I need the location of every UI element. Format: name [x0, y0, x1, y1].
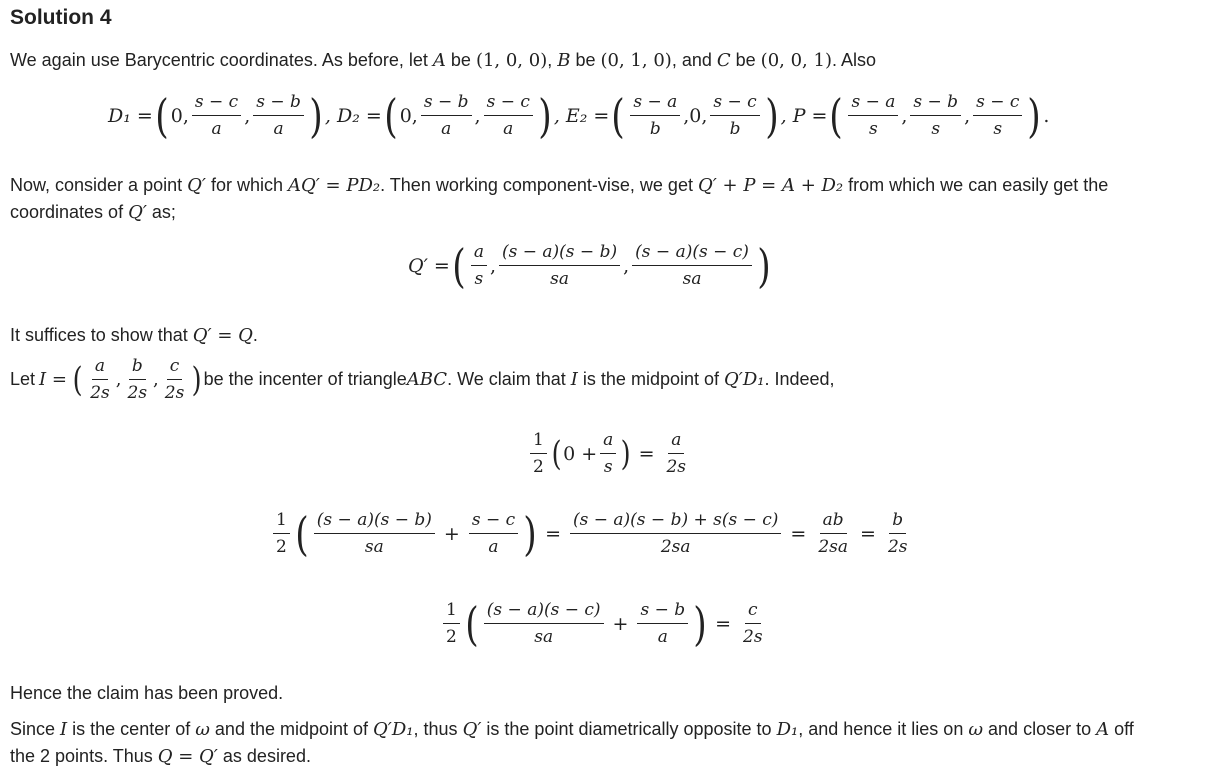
denominator: s — [869, 119, 878, 139]
open-paren: ( — [72, 359, 83, 400]
equals: = — [860, 522, 876, 545]
para-text: . — [252, 325, 258, 345]
d2-label: , D₂ = — [324, 104, 382, 127]
omega: ω — [968, 719, 984, 740]
zero: ,0, — [683, 104, 708, 127]
intro-paragraph — [10, 47, 876, 74]
point-a: A — [1096, 719, 1110, 740]
numerator: 1 — [530, 430, 547, 454]
denominator: a — [503, 119, 514, 139]
third-coordinate-equation — [440, 596, 769, 651]
incenter-i: I — [570, 369, 578, 390]
denominator: a — [441, 119, 452, 139]
fraction — [710, 92, 759, 139]
equals: = — [545, 522, 561, 545]
denominator: a — [273, 119, 284, 139]
para-text: Let — [10, 369, 36, 389]
numerator: a — [668, 430, 684, 454]
close-paren: ) — [191, 359, 202, 400]
intro-text: , — [547, 50, 558, 70]
fraction — [815, 510, 851, 557]
comma: , — [964, 104, 971, 127]
fraction — [484, 600, 604, 647]
denominator: 2s — [666, 457, 687, 477]
zero-plus: 0 + — [563, 442, 598, 465]
suffices-paragraph — [10, 322, 258, 349]
numerator: b — [889, 510, 906, 534]
intro-text: be — [570, 50, 601, 70]
fraction — [125, 356, 151, 403]
open-paren: ( — [829, 88, 844, 143]
q-prime-lhs: Q′ = — [408, 254, 450, 277]
para-text: . We claim that — [447, 369, 571, 389]
c-coordinates: (0, 0, 1) — [760, 50, 832, 71]
second-coordinate-equation — [270, 506, 914, 561]
denominator: 2s — [127, 383, 148, 403]
fraction — [570, 510, 781, 557]
incenter-lhs: I = — [39, 369, 67, 390]
comma: , — [623, 254, 630, 277]
para-text: the 2 points. Thus — [10, 746, 158, 766]
denominator: 2s — [743, 627, 763, 647]
numerator: (s − a)(s − b) — [499, 242, 620, 266]
fraction — [600, 430, 616, 477]
comma: , — [244, 104, 251, 127]
numerator: a — [600, 430, 616, 454]
numerator: s − c — [973, 92, 1022, 116]
close-paren: ) — [1027, 88, 1042, 143]
fraction — [471, 242, 487, 289]
para-text: from which we can easily get the — [843, 175, 1109, 195]
numerator: s − b — [910, 92, 961, 116]
open-paren: ( — [465, 596, 479, 651]
fraction — [973, 92, 1022, 139]
numerator: 1 — [273, 510, 290, 534]
point-b: B — [557, 50, 571, 71]
numerator: b — [129, 356, 146, 380]
numerator: s − b — [637, 600, 688, 624]
open-paren: ( — [452, 238, 466, 293]
numerator: 1 — [443, 600, 460, 624]
intro-text: be — [730, 50, 761, 70]
denominator: a — [657, 627, 668, 647]
omega: ω — [195, 719, 210, 740]
para-text: . Then working component-vise, we get — [380, 175, 698, 195]
intro-text: We again use Barycentric coordinates. As before, let — [10, 50, 433, 70]
denominator: 2s — [90, 383, 110, 403]
para-text: and the midpoint of — [209, 719, 374, 739]
aq-equation: AQ′ = PD₂ — [287, 175, 381, 196]
fraction — [469, 510, 518, 557]
para-text: is the point diametrically opposite to — [481, 719, 777, 739]
para-text: It suffices to show that — [10, 325, 193, 345]
denominator: b — [729, 119, 741, 139]
plus: + — [612, 612, 629, 635]
comma: , — [489, 254, 496, 277]
zero: 0, — [399, 104, 418, 127]
close-paren: ) — [757, 238, 771, 293]
fraction — [253, 92, 304, 139]
numerator: s − c — [484, 92, 533, 116]
first-coordinate-equation — [527, 430, 692, 477]
para-text: is the midpoint of — [577, 369, 724, 389]
denominator: 2sa — [818, 537, 849, 557]
fraction — [192, 92, 241, 139]
equals: = — [638, 442, 655, 465]
numerator: (s − a)(s − c) — [632, 242, 752, 266]
open-paren: ( — [295, 506, 309, 561]
denominator: 2 — [276, 537, 287, 557]
q-prime: Q′ — [128, 202, 147, 223]
numerator: s − c — [710, 92, 759, 116]
numerator: s − b — [421, 92, 472, 116]
denominator: 2 — [446, 627, 457, 647]
incenter-paragraph — [10, 356, 835, 403]
q-prime: Q′ — [462, 719, 482, 740]
close-paren: ) — [538, 88, 552, 143]
plus: + — [443, 522, 460, 545]
numerator: (s − a)(s − c) — [484, 600, 604, 624]
period: . — [1043, 104, 1050, 127]
denominator: sa — [534, 627, 554, 647]
para-text: off — [1109, 719, 1134, 739]
fraction — [910, 92, 961, 139]
fraction — [630, 92, 680, 139]
denominator: s — [931, 119, 941, 139]
denominator: sa — [682, 269, 702, 289]
fraction — [484, 92, 533, 139]
p-label: , P = — [780, 104, 828, 127]
e2-label: , E₂ = — [553, 104, 610, 127]
numerator: s − a — [848, 92, 898, 116]
denominator: sa — [364, 537, 384, 557]
close-paren: ) — [523, 506, 537, 561]
open-paren: ( — [384, 88, 398, 143]
fraction — [162, 356, 188, 403]
open-paren: ( — [155, 88, 169, 143]
fraction — [637, 600, 688, 647]
para-text: is the center of — [67, 719, 196, 739]
para-text: , thus — [413, 719, 463, 739]
open-paren: ( — [551, 433, 562, 474]
numerator: a — [471, 242, 487, 266]
denominator: s — [474, 269, 484, 289]
para-text: as desired. — [217, 746, 311, 766]
close-paren: ) — [620, 433, 631, 474]
fraction — [87, 356, 113, 403]
segment-qd1: Q′D₁ — [373, 719, 414, 740]
numerator: (s − a)(s − b) — [314, 510, 435, 534]
denominator: sa — [550, 269, 569, 289]
point-c: C — [716, 50, 731, 71]
para-text: Now, consider a point — [10, 175, 188, 195]
final-equality: Q = Q′ — [157, 746, 218, 767]
numerator: ab — [820, 510, 847, 534]
comma: , — [901, 104, 908, 127]
fraction — [848, 92, 898, 139]
denominator: a — [211, 119, 222, 139]
numerator: s − b — [253, 92, 304, 116]
point-a: A — [432, 50, 446, 71]
denominator: 2 — [533, 457, 544, 477]
q-equality: Q′ = Q — [192, 325, 253, 346]
para-text: for which — [205, 175, 288, 195]
numerator: s − c — [192, 92, 241, 116]
numerator: s − a — [630, 92, 680, 116]
numerator: (s − a)(s − b) + s(s − c) — [570, 510, 781, 534]
para-text: coordinates of — [10, 202, 129, 222]
fraction — [740, 600, 766, 647]
sum-equation: Q′ + P = A + D₂ — [697, 175, 844, 196]
para-text: Since — [10, 719, 61, 739]
fraction — [663, 430, 689, 477]
incenter-i: I — [60, 719, 68, 740]
solution-heading: Solution 4 — [10, 6, 112, 29]
numerator: a — [92, 356, 108, 380]
para-text: , and hence it lies on — [798, 719, 969, 739]
q-prime: Q′ — [187, 175, 206, 196]
half — [273, 510, 290, 557]
close-paren: ) — [764, 88, 779, 143]
numerator: c — [167, 356, 183, 380]
fraction — [632, 242, 752, 289]
zero: 0, — [170, 104, 189, 127]
close-paren: ) — [693, 596, 707, 651]
denominator: 2sa — [660, 537, 691, 557]
consider-paragraph — [10, 172, 1108, 226]
denominator: s — [603, 457, 613, 477]
fraction — [499, 242, 620, 289]
claim-proved-paragraph: Hence the claim has been proved. — [10, 683, 284, 703]
q-prime-equation — [408, 238, 773, 293]
comma: , — [474, 104, 481, 127]
b-coordinates: (0, 1, 0) — [600, 50, 672, 71]
d1: D₁ — [776, 719, 799, 740]
intro-text: be — [445, 50, 476, 70]
para-text: and closer to — [983, 719, 1097, 739]
numerator: s − c — [469, 510, 518, 534]
equals: = — [715, 612, 731, 635]
denominator: 2s — [887, 537, 908, 557]
half — [443, 600, 460, 647]
intro-text: , and — [671, 50, 717, 70]
open-paren: ( — [611, 88, 626, 143]
conclusion-paragraph — [10, 716, 1134, 770]
close-paren: ) — [309, 88, 323, 143]
denominator: a — [488, 537, 499, 557]
denominator: b — [649, 119, 661, 139]
d1-label: D₁ = — [108, 104, 153, 127]
para-text: be the incenter of triangle — [203, 369, 407, 389]
fraction — [421, 92, 472, 139]
fraction — [885, 510, 911, 557]
a-coordinates: (1, 0, 0) — [475, 50, 548, 71]
para-text: . Indeed, — [764, 369, 835, 389]
denominator: s — [993, 119, 1003, 139]
triangle-abc: ABC — [406, 369, 448, 390]
segment-qd1: Q′D₁ — [724, 369, 765, 390]
intro-text: . Also — [831, 50, 876, 70]
fraction — [314, 510, 435, 557]
denominator: 2s — [164, 383, 185, 403]
half — [530, 430, 547, 477]
comma: , — [153, 369, 159, 390]
para-text: as; — [146, 202, 176, 222]
equals: = — [790, 522, 807, 545]
numerator: c — [745, 600, 761, 624]
coordinates-equation — [108, 88, 1050, 143]
comma: , — [115, 369, 122, 390]
